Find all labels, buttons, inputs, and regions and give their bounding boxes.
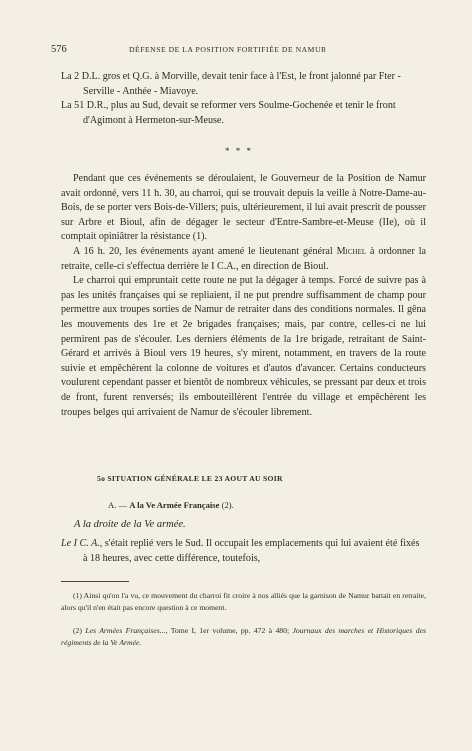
page-number: 576 bbox=[51, 44, 67, 55]
running-title: DÉFENSE DE LA POSITION FORTIFIÉE DE NAMUR bbox=[129, 45, 327, 54]
page-header bbox=[51, 44, 414, 58]
section-heading: 5o SITUATION GÉNÉRALE LE 23 AOUT AU SOIR bbox=[97, 474, 283, 483]
section-text bbox=[61, 537, 426, 566]
body-paragraph-2: A 16 h. 20, les événements ayant amené le lieutenant général Michel à ordonner la retraite, celle-ci s'effectua derrière le I C.A., en direction de Bioul. bbox=[61, 245, 427, 272]
footnote-1: (1) Ainsi qu'on l'a vu, ce mouvement du charroi fit croire à nos alliés que la garnison de Namur battait en retraite, alors qu'il n'en était pas encore question à ce moment. bbox=[61, 591, 426, 612]
italic-subheading: A la droite de la Ve armée. bbox=[74, 519, 186, 530]
body-paragraph-3: Le charroi qui empruntait cette route ne put la dégager à temps. Forcé de suivre pas à pas les unités françaises qui se repliaient, il ne put prendre suffisamment de champ pour permettre aux troupes sorties de Namur de retraiter dans des conditions normales. Il gêna les mouvements des 1re et 2e brigades françaises; mais, par contre, celles-ci ne lui permirent pas de s'écouler. Les derniers éléments de la 1re brigade, retraitant de Saint-Gérard et arrivés à Bioul vers 19 heures, s'y mirent, notamment, en travers de la route suivie et empêchèrent la colonne de voitures et d'autos d'avancer. Certains conducteurs voulurent cependant passer et bientôt de nombreux véhicules, se pressant par deux et trois de front, furent renversés; ils embouteillèrent l'entrée du village et empêchèrent les troupes belges qui arrivaient de Namur de s'écouler librement. bbox=[61, 275, 426, 418]
footnote-2: (2) Les Armées Françaises..., Tome I, 1er volume, pp. 472 à 480; Journaux des marches et Historiques des régiments de la Ve Armée. bbox=[61, 626, 426, 647]
top-block bbox=[61, 70, 426, 128]
main-text bbox=[61, 172, 426, 420]
subsection-heading: A. — A la Ve Armée Française (2). bbox=[108, 500, 234, 510]
body-paragraph-1: Pendant que ces événements se déroulaient, le Gouverneur de la Position de Namur avait ordonné, vers 11 h. 30, au charroi, qui se trouvait depuis la veille à Notre-Dame-au-Bois, de se porter vers Bois-de-Villers; puis, ultérieurement, il lui avait prescrit de pousser sur Arbre et Bioul, afin de dégager le secteur d'Entre-Sambre-et-Meuse (IIe), où il comptait opiniâtrer la résistance (1). bbox=[61, 173, 426, 243]
person-name: Michel bbox=[336, 245, 367, 257]
section-separator: * * * bbox=[225, 146, 253, 156]
footnote-rule bbox=[61, 581, 129, 582]
top-paragraph-2: La 51 D.R., plus au Sud, devait se reformer vers Soulme-Gochenée et tenir le front d'Agimont à Hermeton-sur-Meuse. bbox=[61, 100, 396, 126]
top-paragraph-1: La 2 D.L. gros et Q.G. à Morville, devait tenir face à l'Est, le front jalonné par Fter - Serville - Anthée - Miavoye. bbox=[61, 71, 401, 97]
section-paragraph: Le I C. A., s'était replié vers le Sud. Il occupait les emplacements qui lui avaient été fixés à 18 heures, avec cette différence, toutefois, bbox=[61, 538, 420, 564]
